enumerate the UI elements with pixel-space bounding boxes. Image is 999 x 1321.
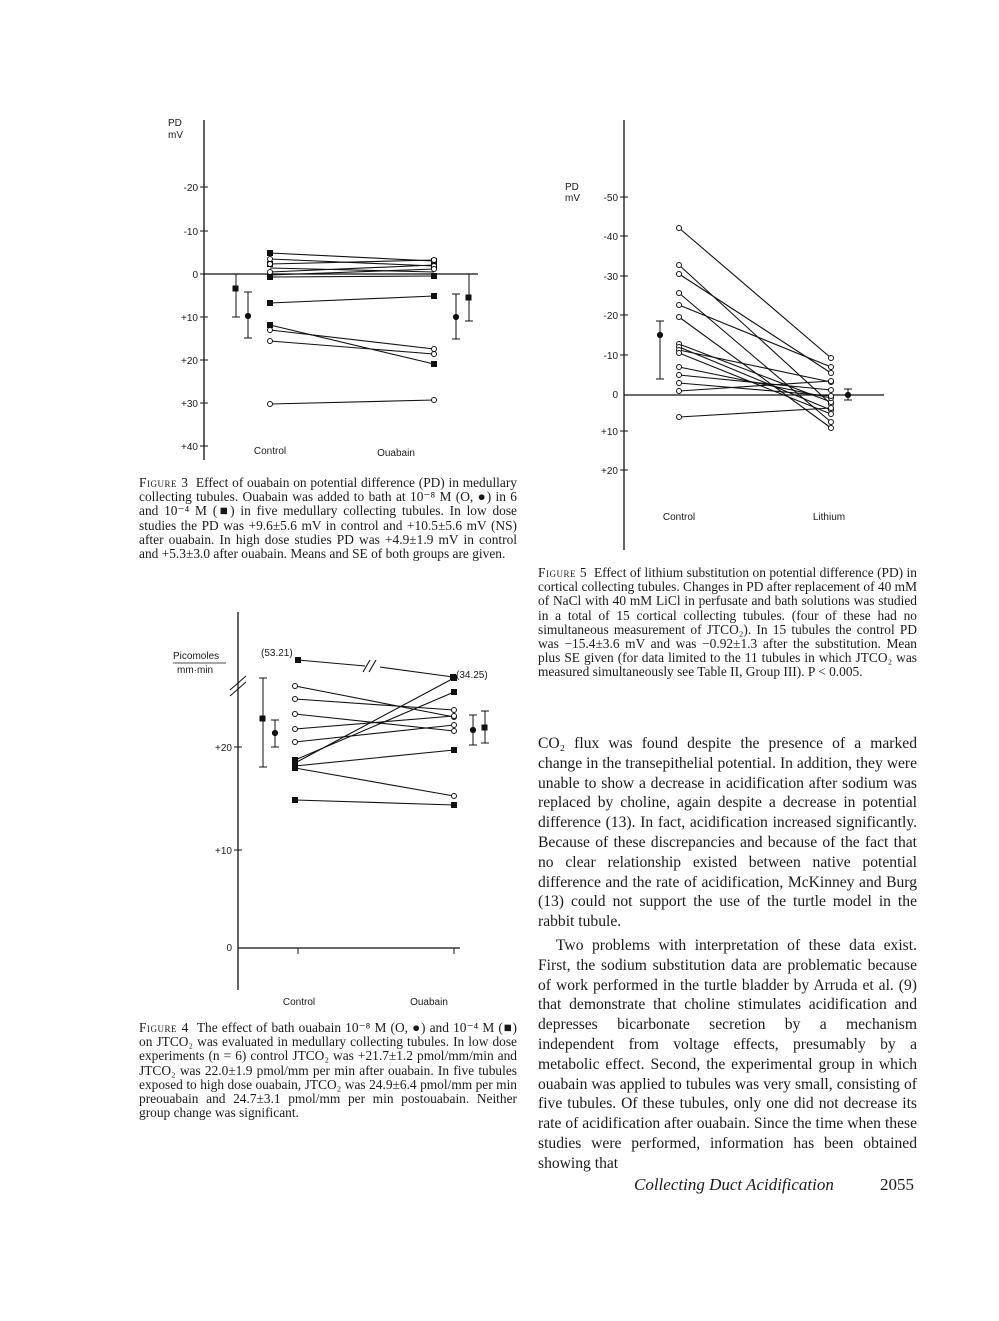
fig5-tick-label: -40 — [603, 232, 618, 243]
fig3-y-label-1: PD — [168, 118, 182, 129]
fig5-y-label-2: mV — [565, 193, 580, 204]
fig3-tick-label: +10 — [181, 313, 198, 324]
fig5-tick-label: -30 — [603, 272, 618, 283]
fig3-data-lines — [270, 253, 434, 404]
fig5-tick-label: +10 — [601, 427, 618, 438]
fig5-tick-label: 0 — [612, 390, 618, 401]
fig5-data-lines — [679, 228, 831, 428]
body-paragraph-1: CO₂ flux was found despite the presence of a marked change in the transepithelial potential. In addition, they were unable to show a decrease in acidification after sodium was replaced by choline, again despite a decrease in potential difference (13). In fact, acidification increased significantly. Because of these discrepancies and because of the fact that no clear relationship existed between native potential difference and the rate of acidification, McKinney and Burg (13) could not support the use of the turtle model in the rabbit tubule. — [538, 735, 917, 931]
figure-5-chart — [555, 115, 895, 555]
fig5-x-label-lithium: Lithium — [812, 512, 846, 523]
fig3-y-label-2: mV — [168, 130, 183, 141]
fig5-caption-label: Figure 5 — [538, 565, 588, 580]
running-footer-title: Collecting Duct Acidification — [634, 1175, 834, 1194]
figure-4-chart — [160, 610, 520, 1010]
fig4-tick-label: 0 — [226, 943, 232, 954]
fig4-y-label-2: mm·min — [177, 665, 214, 676]
fig5-tick-label: -50 — [603, 193, 618, 204]
fig3-tick-label: 0 — [192, 270, 198, 281]
fig5-y-label-1: PD — [565, 182, 579, 193]
fig3-tick-label: -10 — [183, 227, 198, 238]
fig4-outlier-control: (53.21) — [261, 648, 293, 659]
fig3-x-label-ouabain: Ouabain — [377, 448, 415, 459]
page-number: 2055 — [880, 1175, 914, 1194]
figure-4-caption — [139, 1021, 517, 1120]
fig3-tick-label: +40 — [181, 442, 198, 453]
fig3-markers-filled — [267, 250, 437, 367]
fig5-markers-open — [677, 226, 834, 431]
fig4-x-label-control: Control — [282, 997, 316, 1008]
fig4-caption-label: Figure 4 — [139, 1020, 189, 1035]
figure-5-caption — [538, 566, 917, 680]
fig4-data-lines — [295, 660, 454, 805]
fig3-tick-label: +30 — [181, 399, 198, 410]
fig4-x-label-ouabain: Ouabain — [410, 997, 448, 1008]
fig4-outlier-ouabain: (34.25) — [456, 670, 488, 681]
figure-3-chart — [160, 110, 500, 470]
fig4-y-label-1: Picomoles — [173, 651, 220, 662]
fig5-x-label-control: Control — [662, 512, 696, 523]
figure-3-caption — [139, 476, 517, 561]
fig4-tick-label: +20 — [215, 743, 232, 754]
fig3-caption-text: Effect of ouabain on potential difference (PD) in medullary collecting tubules. Ouabain was added to bath at 10⁻⁸ M (O, ●) in 6 and 10⁻⁴ M (■) in five medullary collecting tubules. In low dose studies the PD was +9.6±5.6 mV in control and +10.5±5.6 mV (NS) after ouabain. In high dose studies PD was +4.9±1.9 mV in control and +5.3±3.0 after ouabain. Means and SE of both groups are given. — [139, 475, 517, 562]
fig3-tick-label: -20 — [183, 183, 198, 194]
fig3-tick-label: +20 — [181, 356, 198, 367]
fig5-tick-label: -10 — [603, 351, 618, 362]
fig4-tick-label: +10 — [215, 846, 232, 857]
body-paragraph-2: Two problems with interpretation of these data exist. First, the sodium substitution data are problematic because of work performed in the turtle bladder by Arruda et al. (9) that demonstrate that choline stimulates acidification and depresses bicarbonate secretion by a mechanism independent from voltage effects, presumably by a metabolic effect. Second, the experimental group in which ouabain was applied to tubules was very small, consisting of five tubules. Of these tubules, only one did not decrease its rate of acidification after ouabain. Since the time when these studies were performed, information has been obtained showing that — [538, 936, 917, 1172]
fig3-caption-label: Figure 3 — [139, 475, 189, 490]
fig4-caption-text: The effect of bath ouabain 10⁻⁸ M (O, ●) and 10⁻⁴ M (■) on JTCO₂ was evaluated in medullary collecting tubules. In low dose experiments (n = 6) control JTCO₂ was +21.7±1.2 pmol/mm/min and JTCO₂ was 22.0±1.9 pmol/mm per min after ouabain. In five tubules exposed to high dose ouabain, JTCO₂ was 24.9±6.4 pmol/mm per min preouabain and 24.7±3.1 pmol/mm per min postouabain. Neither group change was significant. — [139, 1020, 517, 1121]
fig3-markers-open — [268, 257, 437, 407]
fig5-caption-text: Effect of lithium substitution on potential difference (PD) in cortical collecting tubules. Changes in PD after replacement of 40 mM of NaCl with 40 mM LiCl in perfusate and bath solutions was studied in a total of 15 cortical collecting tubules. (four of these had no simultaneous measurement of JTCO₂). In 15 tubules the control PD was −15.4±3.6 mV and was −0.92±1.3 after the substitution. Mean plus SE given (for data limited to the 11 tubules in which JTCO₂ was measured simultaneously see Table II, Group III). P < 0.005. — [538, 565, 917, 680]
fig3-x-label-control: Control — [253, 446, 287, 457]
fig5-tick-label: +20 — [601, 466, 618, 477]
fig4-markers-filled — [292, 657, 457, 808]
fig5-tick-label: -20 — [603, 311, 618, 322]
body-text-column — [538, 734, 917, 1174]
